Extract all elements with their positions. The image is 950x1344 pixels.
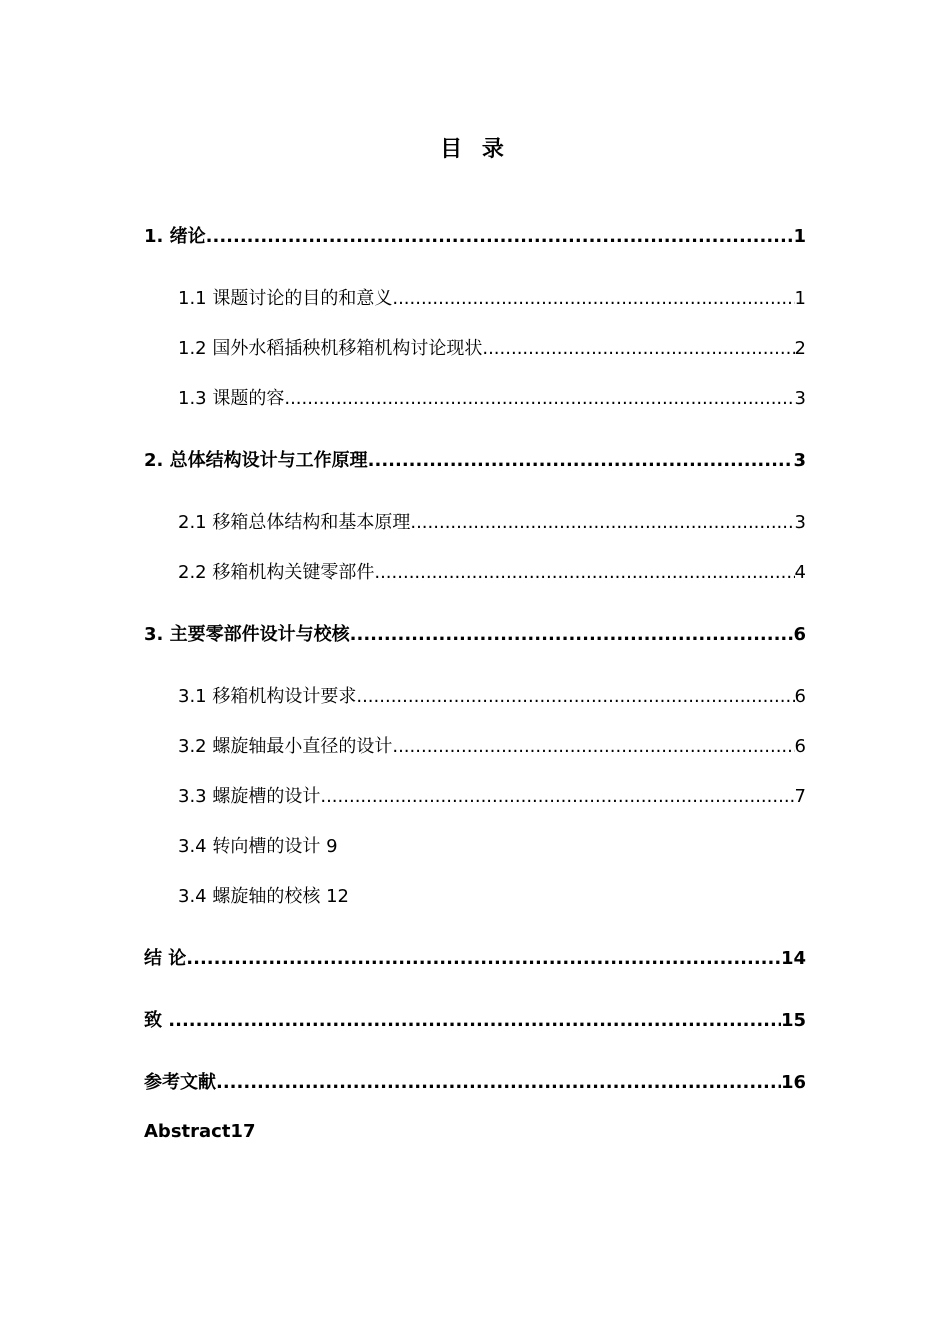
toc-entry-label: 3.3 螺旋槽的设计	[178, 786, 321, 807]
toc-dot-leader	[410, 511, 794, 535]
toc-page-number: 15	[780, 1010, 806, 1031]
toc-page-number: 1	[793, 226, 806, 247]
toc-page-number: 6	[794, 686, 806, 707]
toc-dot-leader	[482, 337, 794, 361]
toc-entry-label: 3.4 螺旋轴的校核 12	[178, 886, 349, 907]
toc-dot-leader	[392, 287, 794, 311]
toc-page-number: 3	[794, 388, 806, 409]
toc-entry-abstract[interactable]	[144, 1120, 255, 1144]
toc-dot-leader	[350, 623, 794, 647]
toc-page-number: 6	[794, 736, 806, 757]
toc-entry-section-2-1[interactable]	[178, 511, 806, 535]
toc-entry-chapter-3[interactable]	[144, 623, 806, 647]
toc-page-number: 6	[793, 624, 806, 645]
toc-entry-label: 2. 总体结构设计与工作原理	[144, 450, 368, 471]
toc-entry-references[interactable]	[144, 1071, 806, 1095]
toc-page-number: 4	[794, 562, 806, 583]
toc-dot-leader	[206, 225, 794, 249]
toc-dot-leader	[186, 947, 781, 971]
toc-entry-label: 3.4 转向槽的设计 9	[178, 836, 338, 857]
toc-entry-label: 结 论	[144, 948, 187, 969]
toc-page-number: 3	[794, 512, 806, 533]
toc-entry-label: 1.3 课题的容	[178, 388, 285, 409]
toc-dot-leader	[374, 561, 794, 585]
toc-entry-chapter-1[interactable]	[144, 225, 806, 249]
toc-entry-acknowledgement[interactable]	[144, 1009, 806, 1033]
toc-entry-section-2-2[interactable]	[178, 561, 806, 585]
toc-entry-label: 1.1 课题讨论的目的和意义	[178, 288, 393, 309]
toc-dot-leader	[284, 387, 794, 411]
toc-dot-leader	[320, 785, 794, 809]
toc-entry-label: 1.2 国外水稻插秧机移箱机构讨论现状	[178, 338, 483, 359]
toc-entry-label: 3.1 移箱机构设计要求	[178, 686, 357, 707]
toc-page-number: 14	[780, 948, 806, 969]
toc-entry-label: Abstract17	[144, 1121, 256, 1142]
toc-dot-leader	[216, 1071, 781, 1095]
toc-dot-leader	[368, 449, 794, 473]
toc-dot-leader	[168, 1009, 781, 1033]
toc-dot-leader	[356, 685, 794, 709]
toc-entry-label: 2.2 移箱机构关键零部件	[178, 562, 375, 583]
toc-entry-label: 参考文献	[144, 1072, 216, 1093]
toc-page-number: 2	[794, 338, 806, 359]
toc-entry-section-3-4-a[interactable]	[178, 835, 338, 859]
toc-entry-section-1-1[interactable]	[178, 287, 806, 311]
toc-entry-section-3-4-b[interactable]	[178, 885, 349, 909]
toc-entry-section-1-2[interactable]	[178, 337, 806, 361]
toc-entry-label: 3.2 螺旋轴最小直径的设计	[178, 736, 393, 757]
toc-entry-section-3-1[interactable]	[178, 685, 806, 709]
toc-entry-section-3-3[interactable]	[178, 785, 806, 809]
toc-entry-chapter-2[interactable]	[144, 449, 806, 473]
toc-entry-label: 3. 主要零部件设计与校核	[144, 624, 350, 645]
toc-page-number: 7	[794, 786, 806, 807]
toc-page-number: 3	[793, 450, 806, 471]
toc-entry-label: 1. 绪论	[144, 226, 206, 247]
toc-entry-section-3-2[interactable]	[178, 735, 806, 759]
toc-entry-label: 致	[144, 1010, 169, 1031]
toc-entry-label: 2.1 移箱总体结构和基本原理	[178, 512, 411, 533]
toc-dot-leader	[392, 735, 794, 759]
toc-entry-conclusion[interactable]	[144, 947, 806, 971]
toc-entry-section-1-3[interactable]	[178, 387, 806, 411]
toc-page-number: 16	[780, 1072, 806, 1093]
toc-page-number: 1	[794, 288, 806, 309]
page-title: 目 录	[440, 137, 510, 162]
